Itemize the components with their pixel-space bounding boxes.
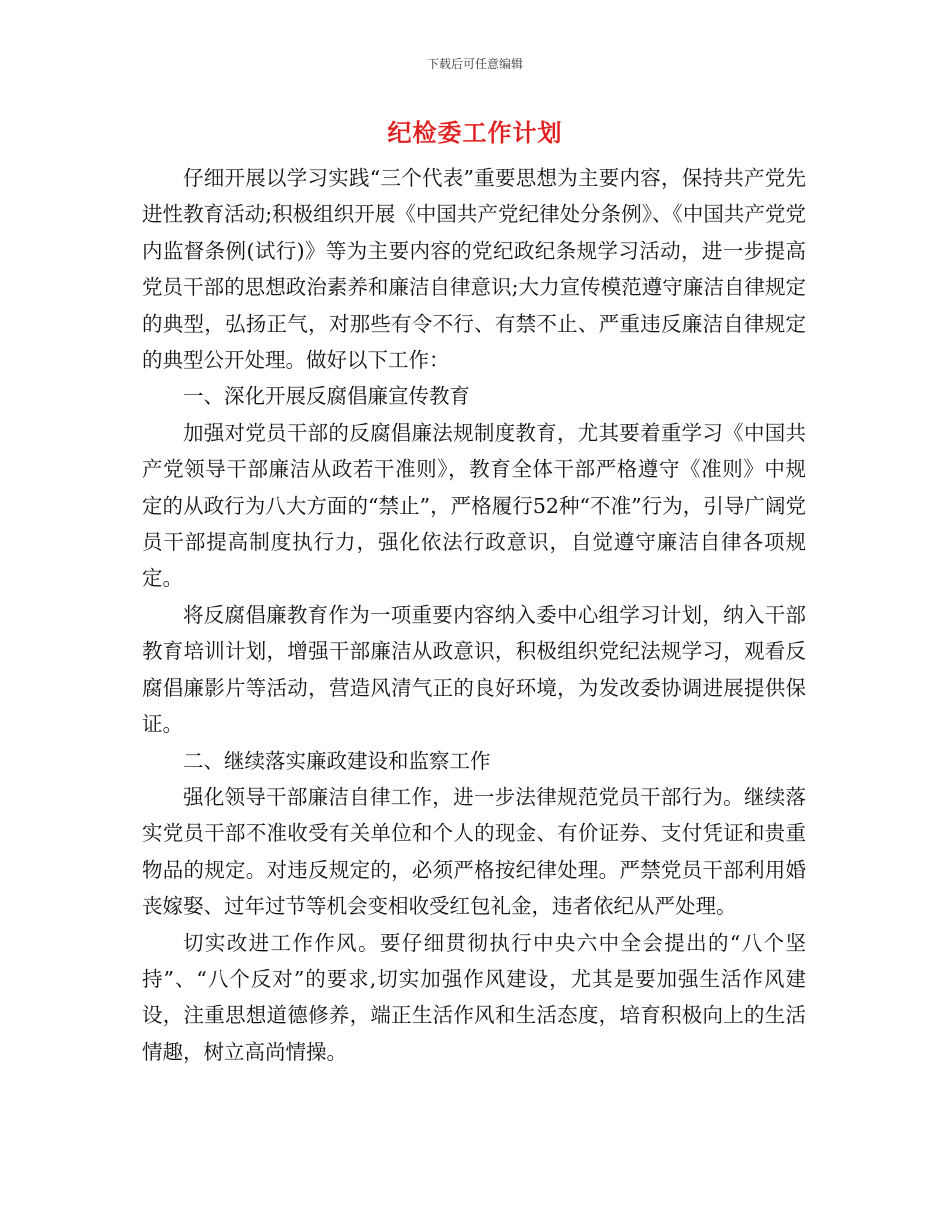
paragraph-intro: 仔细开展以学习实践“三个代表”重要思想为主要内容，保持共产党先进性教育活动;积极组织开展《中国共产党纪律处分条例》、《中国共产党党内监督条例(试行)》等为主要内容的党纪政纪条规学习活动，进一步提高党员干部的思想政治素养和廉洁自律意识;大力宣传模范遵守廉洁自律规定的典型，弘扬正气，对那些有令不行、有禁不止、严重违反廉洁自律规定的典型公开处理。做好以下工作： [142,166,806,373]
paragraph-section1-b: 将反腐倡廉教育作为一项重要内容纳入委中心组学习计划，纳入干部教育培训计划，增强干部廉洁从政意识，积极组织党纪法规学习，观看反腐倡廉影片等活动，营造风清气正的良好环境，为发改委协调进展提供保证。 [142,602,806,737]
section-heading-2: 二、继续落实廉政建设和监察工作 [183,748,491,773]
section-heading-1: 一、深化开展反腐倡廉宣传教育 [183,384,470,409]
document-title: 纪检委工作计划 [387,119,563,147]
paragraph-section2-b: 切实改进工作作风。要仔细贯彻执行中央六中全会提出的“八个坚持”、“八个反对”的要求,切实加强作风建设，尤其是要加强生活作风建设，注重思想道德修养，端正生活作风和生活态度，培育积极向上的生活情趣，树立高尚情操。 [142,930,806,1064]
document-body [142,160,806,1070]
paragraph-section1-a: 加强对党员干部的反腐倡廉法规制度教育，尤其要着重学习《中国共产党领导干部廉洁从政若干准则》，教育全体干部严格遵守《准则》中规定的从政行为八大方面的“禁止”，严格履行52种“不准”行为，引导广阔党员干部提高制度执行力，强化依法行政意识，自觉遵守廉洁自律各项规定。 [142,420,806,591]
paragraph-section2-a: 强化领导干部廉洁自律工作，进一步法律规范党员干部行为。继续落实党员干部不准收受有关单位和个人的现金、有价证券、支付凭证和贵重物品的规定。对违反规定的，必须严格按纪律处理。严禁党员干部利用婚丧嫁娶、过年过节等机会变相收受红包礼金，违者依纪从严处理。 [142,784,806,919]
header-note: 下载后可任意编辑 [426,57,523,71]
